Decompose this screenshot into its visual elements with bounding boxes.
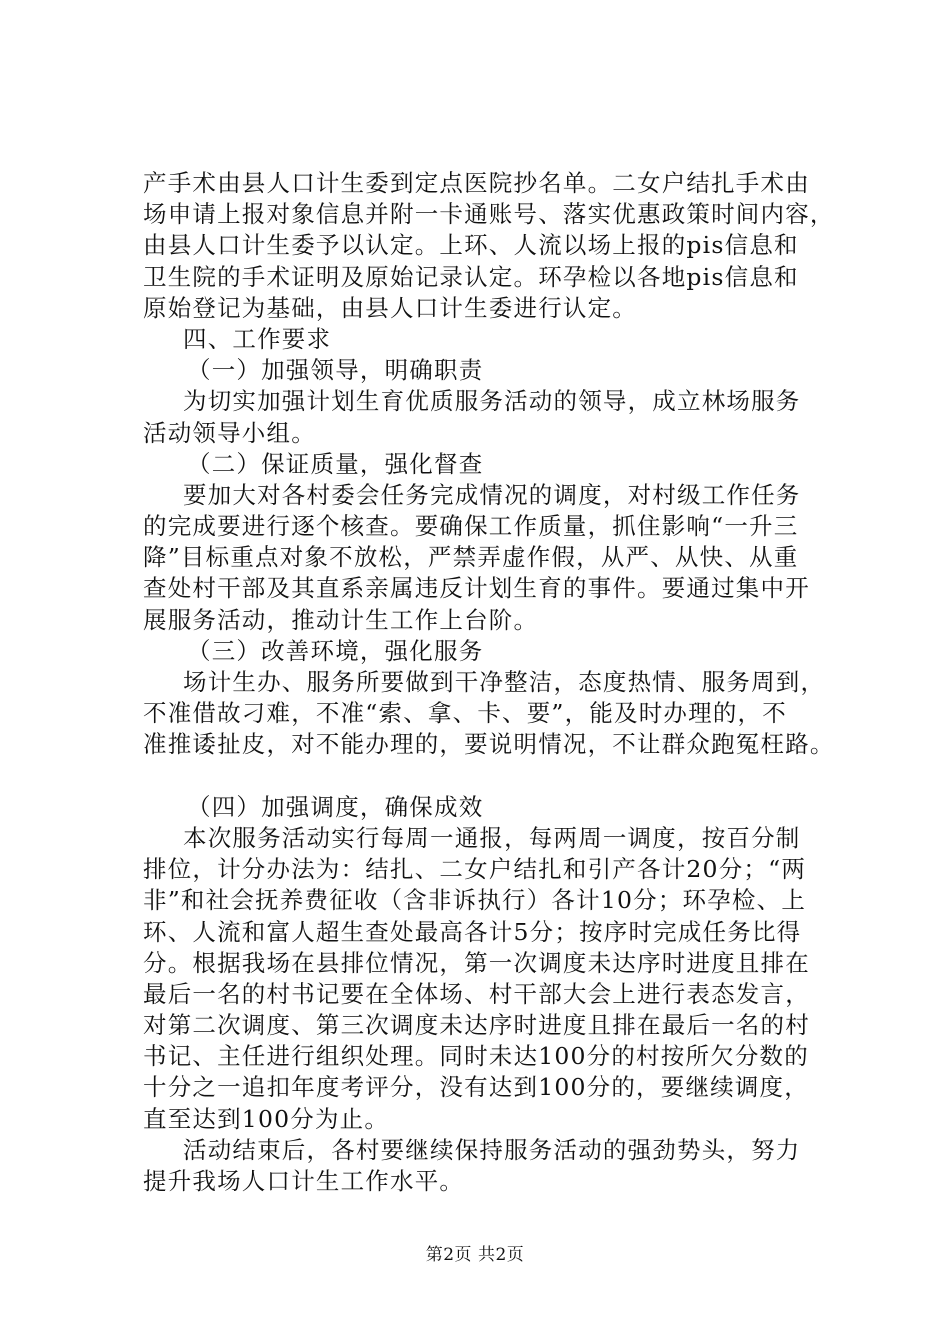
text-line: 十分之一追扣年度考评分，没有达到100分的，要继续调度， xyxy=(143,1073,809,1102)
text-line: 分。根据我场在县排位情况，第一次调度未达序时进度且排在 xyxy=(143,948,810,977)
subsection-heading: （四）加强调度，确保成效 xyxy=(187,792,484,821)
text-line: 展服务活动，推动计生工作上台阶。 xyxy=(143,605,539,634)
text-line: 活动结束后，各村要继续保持服务活动的强劲势头，努力 xyxy=(183,1135,801,1164)
text-line: 降”目标重点对象不放松，严禁弄虚作假，从严、从快、从重 xyxy=(143,543,799,572)
subsection-heading: （二）保证质量，强化督查 xyxy=(187,449,484,478)
text-line: 查处村干部及其直系亲属违反计划生育的事件。要通过集中开 xyxy=(143,574,810,603)
text-line: 原始登记为基础，由县人口计生委进行认定。 xyxy=(143,293,637,322)
text-line: 准推诿扯皮，对不能办理的，要说明情况，不让群众跑冤枉路。 xyxy=(143,730,835,759)
text-line: 由县人口计生委予以认定。上环、人流以场上报的pis信息和 xyxy=(143,231,799,260)
text-line: 场计生办、服务所要做到干净整洁，态度热情、服务周到， xyxy=(183,668,826,696)
subsection-heading: （三）改善环境，强化服务 xyxy=(187,636,484,665)
text-line: 对第二次调度、第三次调度未达序时进度且排在最后一名的村 xyxy=(143,1011,810,1040)
text-line: 场申请上报对象信息并附一卡通账号、落实优惠政策时间内容， xyxy=(143,200,835,229)
text-line: 要加大对各村委会任务完成情况的调度，对村级工作任务 xyxy=(183,480,801,509)
text-line: 产手术由县人口计生委到定点医院抄名单。二女户结扎手术由 xyxy=(143,169,810,197)
text-line: 为切实加强计划生育优质服务活动的领导，成立林场服务 xyxy=(183,387,801,416)
document-body xyxy=(143,168,843,1197)
blank-line xyxy=(143,761,843,792)
text-line: 书记、主任进行组织处理。同时未达100分的村按所欠分数的 xyxy=(143,1042,809,1071)
text-line: 最后一名的村书记要在全体场、村干部大会上进行表态发言， xyxy=(143,979,810,1008)
text-line: 卫生院的手术证明及原始记录认定。环孕检以各地pis信息和 xyxy=(143,262,799,291)
text-line: 的完成要进行逐个核查。要确保工作质量，抓住影响“一升三 xyxy=(143,512,799,541)
text-line: 活动领导小组。 xyxy=(143,418,316,447)
text-line: 排位，计分办法为：结扎、二女户结扎和引产各计20分；“两 xyxy=(143,855,807,884)
text-line: 本次服务活动实行每周一通报，每两周一调度，按百分制 xyxy=(183,823,801,852)
subsection-heading: （一）加强领导，明确职责 xyxy=(187,356,484,385)
text-line: 提升我场人口计生工作水平。 xyxy=(143,1167,465,1195)
section-heading: 四、工作要求 xyxy=(183,324,332,353)
text-line: 不准借故刁难，不准“索、拿、卡、要”，能及时办理的，不 xyxy=(143,699,787,728)
page-footer: 第2页 共2页 xyxy=(425,1245,525,1265)
text-line: 环、人流和富人超生查处最高各计5分；按序时完成任务比得 xyxy=(143,917,802,946)
text-line: 直至达到100分为止。 xyxy=(143,1104,390,1133)
text-line: 非”和社会抚养费征收（含非诉执行）各计10分；环孕检、上 xyxy=(143,886,807,915)
